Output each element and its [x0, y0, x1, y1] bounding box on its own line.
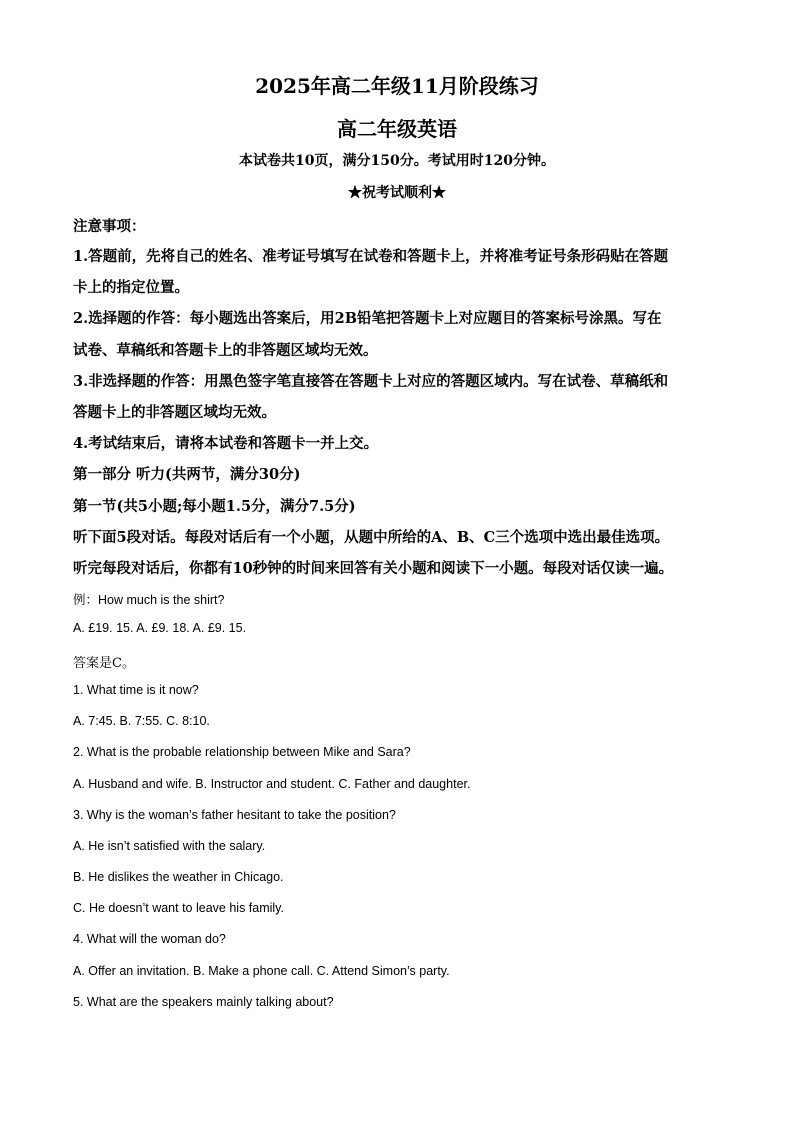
note-2-line-1: 2.选择题的作答：每小题选出答案后，用2B铅笔把答题卡上对应题目的答案标号涂黑。写在 — [73, 310, 662, 327]
note-1-line-2: 卡上的指定位置。 — [73, 279, 189, 296]
example-answer: 答案是C。 — [73, 656, 135, 671]
instructions-line-2: 听完每段对话后，你都有10秒钟的时间来回答有关小题和阅读下一小题。每段对话仅读一遍。 — [73, 560, 674, 577]
exam-info: 本试卷共10页，满分150分。考试用时120分钟。 — [239, 153, 555, 169]
note-4: 4.考试结束后，请将本试卷和答题卡一并上交。 — [73, 435, 379, 452]
note-1-line-1: 1.答题前，先将自己的姓名、准考证号填写在试卷和答题卡上，并将准考证号条形码贴在答题 — [73, 248, 669, 265]
note-2-line-2: 试卷、草稿纸和答题卡上的非答题区域均无效。 — [73, 342, 378, 359]
instructions-line-1: 听下面5段对话。每段对话后有一个小题，从题中所给的A、B、C三个选项中选出最佳选项。 — [73, 529, 670, 546]
example-options: A. £19. 15. A. £9. 18. A. £9. 15. — [73, 621, 247, 635]
question-4-options: A. Offer an invitation. B. Make a phone call. C. Attend Simon’s party. — [73, 964, 450, 978]
part1-heading: 第一部分 听力(共两节，满分30分) — [73, 466, 301, 483]
question-2: 2. What is the probable relationship between Mike and Sara? — [73, 745, 411, 759]
exam-subject: 高二年级英语 — [337, 117, 457, 141]
question-3: 3. Why is the woman’s father hesitant to take the position? — [73, 808, 396, 822]
section1-heading: 第一节(共5小题;每小题1.5分，满分7.5分) — [73, 498, 356, 515]
question-1-options: A. 7:45. B. 7:55. C. 8:10. — [73, 714, 210, 728]
question-3-option-a: A. He isn’t satisfied with the salary. — [73, 839, 266, 853]
example-question: 例：How much is the shirt? — [73, 593, 225, 607]
question-5: 5. What are the speakers mainly talking about? — [73, 995, 334, 1009]
exam-wish: ★祝考试顺利★ — [348, 185, 446, 201]
question-2-options: A. Husband and wife. B. Instructor and student. C. Father and daughter. — [73, 777, 471, 791]
exam-title: 2025年高二年级11月阶段练习 — [255, 74, 539, 98]
note-3-line-1: 3.非选择题的作答：用黑色签字笔直接答在答题卡上对应的答题区域内。写在试卷、草稿纸和 — [73, 373, 669, 390]
question-1: 1. What time is it now? — [73, 683, 199, 697]
question-3-option-b: B. He dislikes the weather in Chicago. — [73, 870, 284, 884]
notes-heading: 注意事项： — [73, 218, 146, 235]
question-3-option-c: C. He doesn’t want to leave his family. — [73, 901, 284, 915]
note-3-line-2: 答题卡上的非答题区域均无效。 — [73, 404, 276, 421]
question-4: 4. What will the woman do? — [73, 932, 226, 946]
